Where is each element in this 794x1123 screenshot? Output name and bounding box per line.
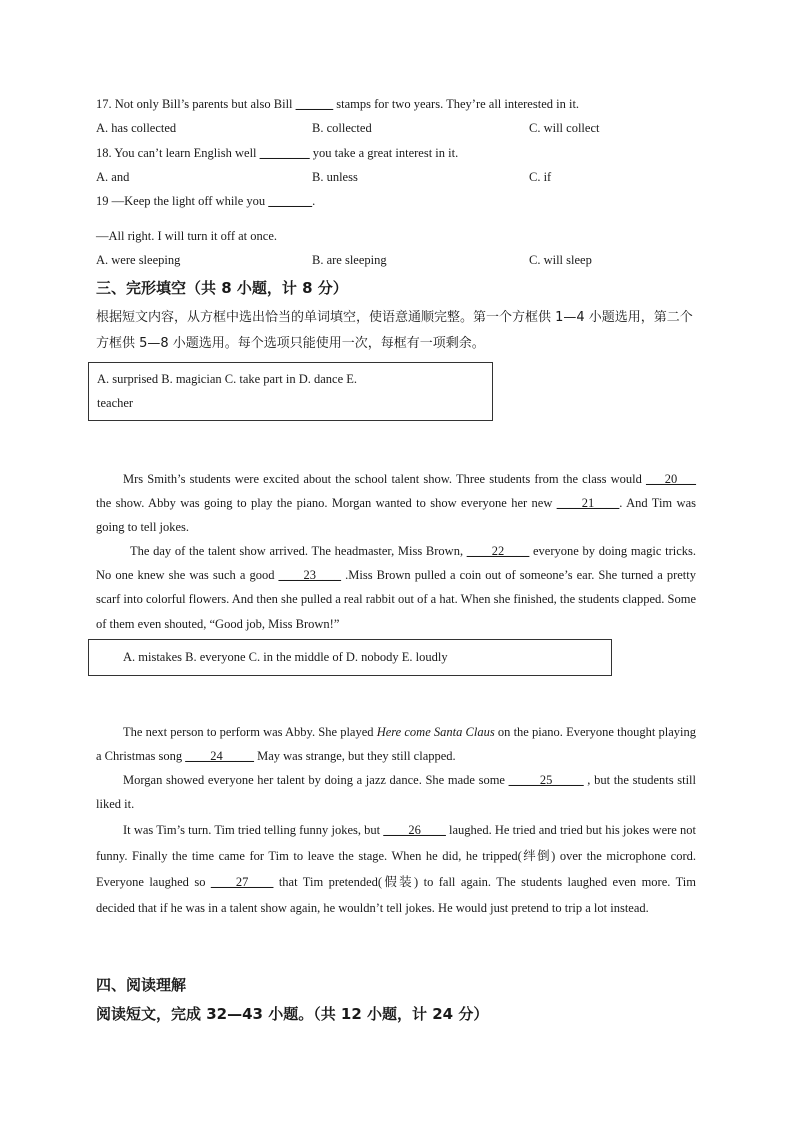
q19-reply: —All right. I will turn it off at once.: [96, 229, 277, 243]
q17-stem-a: 17. Not only Bill’s parents but also Bill: [96, 97, 296, 111]
q19-option-c: C. will sleep: [529, 253, 592, 267]
p3-text-c: May was strange, but they still clapped.: [253, 749, 456, 764]
word-box-1-line-2: [97, 391, 484, 415]
p2-text-b: everyone by doing magic tricks. No one knew she was such a good: [96, 544, 697, 583]
q19-stem-a: 19 —Keep the light off while you: [96, 194, 269, 208]
q19-blank: _______: [268, 194, 313, 208]
section-3-heading: 三、完形填空（共 8 小题，计 8 分）: [96, 279, 348, 297]
blank-24: ____24_____: [185, 749, 254, 764]
p1-text-b: the show. Abby was going to play the piano. Morgan wanted to show everyone her new: [96, 496, 557, 511]
q19-option-b: B. are sleeping: [312, 253, 387, 267]
p5-text-a: It was Tim’s turn. Tim tried telling funny jokes, but: [123, 823, 384, 837]
p1-text-a: Mrs Smith’s students were excited about the school talent show. Three students from the class would: [123, 472, 646, 486]
blank-23: ____23____: [278, 568, 342, 583]
section-4-heading: 四、阅读理解: [96, 976, 187, 994]
blank-22: ____22____: [466, 544, 530, 558]
song-title: Here come Santa Claus: [376, 725, 495, 739]
passage-paragraph-5: [96, 817, 696, 921]
word-box-1-option-e: teacher: [97, 396, 134, 410]
q18-option-a: A. and: [96, 170, 130, 184]
blank-27: ____27____: [210, 875, 274, 889]
q18-blank: ________: [259, 146, 310, 160]
q18-stem-a: 18. You can’t learn English well: [96, 146, 260, 160]
passage-paragraph-2: [96, 539, 696, 636]
question-17: [96, 96, 579, 112]
q17-stem-b: stamps for two years. They’re all interested in it.: [333, 97, 580, 111]
p4-text-a: Morgan showed everyone her talent by doing a jazz dance. She made some: [123, 773, 509, 787]
p2-text-c: .Miss Brown pulled a coin out of someone’s ear. She turned a pretty scarf into colorful flowers. And then she pulled a real rabbit out of a hat. When she finished, the students clapped. Some of them even shouted, “Good job, Miss Brown!”: [96, 568, 696, 631]
q17-option-c: C. will collect: [529, 121, 600, 135]
blank-21: ____21____: [556, 496, 620, 511]
blank-25: _____25_____: [508, 773, 584, 787]
p3-text-a: The next person to perform was Abby. She played: [123, 725, 377, 739]
q18-stem-b: you take a great interest in it.: [309, 146, 459, 160]
question-18: [96, 145, 458, 161]
p2-text-a: The day of the talent show arrived. The headmaster, Miss Brown,: [130, 544, 467, 558]
p5-text-b: laughed. He tried and tried but his jokes were not funny. Finally the time came for Tim to leave the stage. When he did, he tripped(绊倒) over the microphone cord. Everyone laughed so: [96, 823, 696, 889]
p1-text-c: . And Tim was going to tell jokes.: [96, 496, 696, 535]
q18-option-c: C. if: [529, 170, 552, 184]
passage-paragraph-3: [96, 720, 696, 768]
q17-option-a: A. has collected: [96, 121, 177, 135]
q19-option-a: A. were sleeping: [96, 253, 181, 267]
q19-stem-b: .: [312, 194, 316, 208]
word-box-2: [88, 639, 612, 676]
q17-option-b: B. collected: [312, 121, 372, 135]
p5-text-c: that Tim pretended(假装) to fall again. The students laughed even more. Tim decided that if he was in a talent show again, he wouldn’t tell jokes. He would just pretend to trip a lot instead.: [96, 875, 696, 915]
question-19: [96, 193, 315, 209]
p4-text-b: , but the students still liked it.: [96, 773, 696, 812]
word-box-1: [88, 362, 493, 421]
word-box-1-line-1: [97, 367, 484, 391]
blank-26: ____26____: [383, 823, 446, 837]
q18-option-b: B. unless: [312, 170, 358, 184]
blank-20: ___20___: [646, 472, 696, 486]
p3-text-b: on the piano. Everyone thought playing a Christmas song: [96, 725, 697, 764]
word-box-2-options: A. mistakes B. everyone C. in the middle of D. nobody E. loudly: [123, 650, 448, 664]
section-4-instruction: 阅读短文，完成 32—43 小题。（共 12 小题，计 24 分）: [96, 1005, 489, 1023]
word-box-1-options: A. surprised B. magician C. take part in D. dance E.: [97, 372, 357, 386]
passage-paragraph-1: [96, 467, 696, 540]
passage-paragraph-4: [96, 768, 696, 816]
section-3-instruction: 根据短文内容，从方框中选出恰当的单词填空，使语意通顺完整。第一个方框供 1—4 小题选用，第二个方框供 5—8 小题选用。每个选项只能使用一次，每框有一项剩余。: [96, 310, 693, 351]
q17-blank: ______: [295, 97, 334, 111]
